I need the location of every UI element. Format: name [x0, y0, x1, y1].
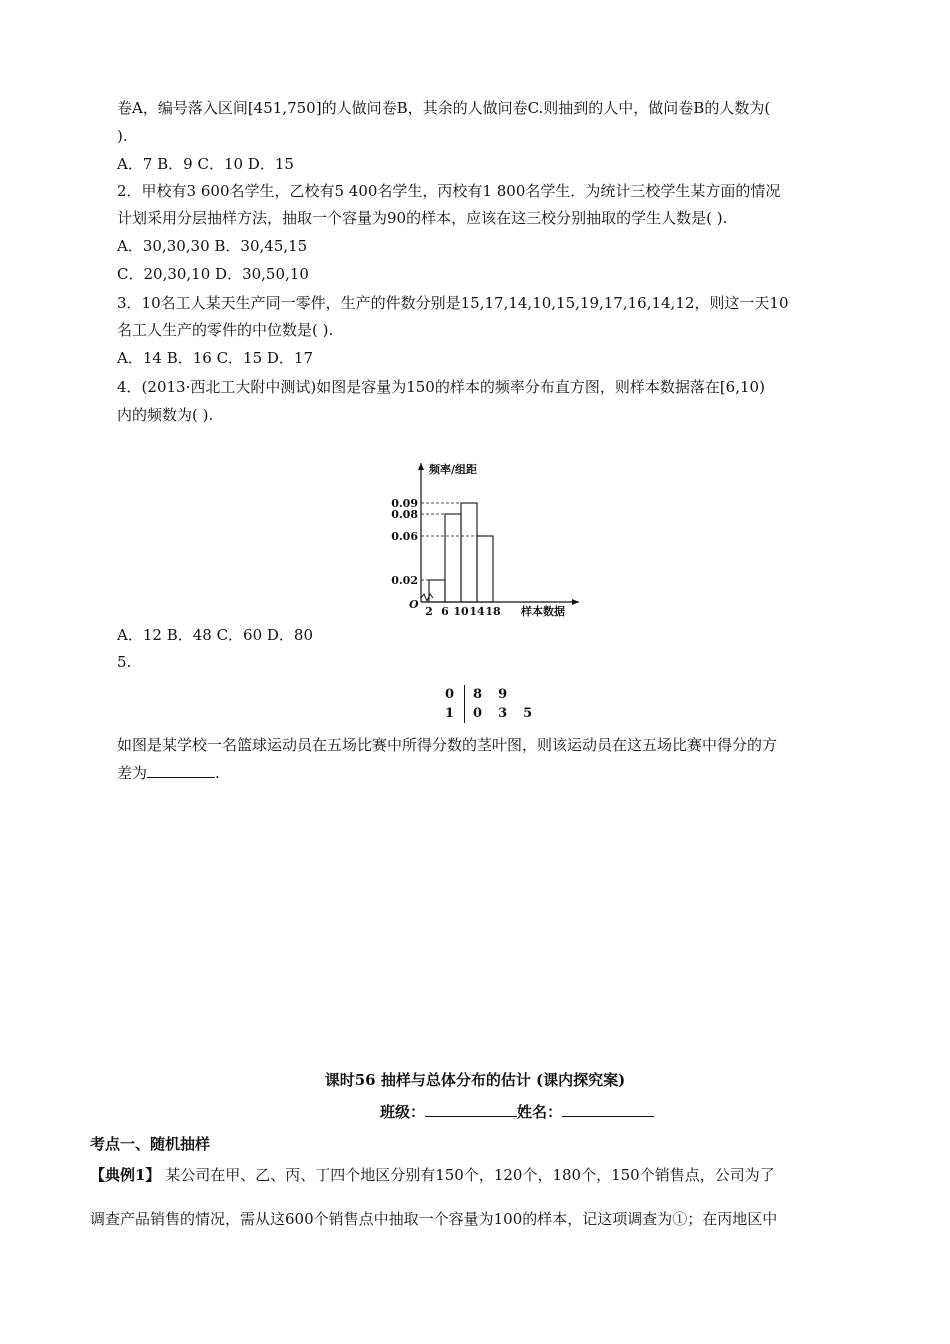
stem-value: 0	[437, 685, 465, 704]
name-label: 姓名：	[517, 1103, 563, 1121]
answer-blank	[147, 777, 215, 778]
q2-option-c: C．20,30,10 D．30,50,10	[117, 265, 309, 283]
leaf-value: 0	[473, 706, 483, 721]
q3-line1: 3．10名工人某天生产同一零件，生产的件数分别是15,17,14,10,15,19,17,16,14,12，则这一天10	[117, 294, 789, 312]
q0-options: A．7 B．9 C．10 D．15	[117, 155, 294, 173]
x-axis-arrow	[572, 599, 579, 605]
q2-option-a: A．30,30,30 B．30,45,15	[117, 237, 308, 255]
x-axis-label: 样本数据	[521, 605, 565, 618]
leaf-value: 8	[473, 687, 483, 702]
axis-break-icon	[421, 594, 433, 601]
q5-line2	[117, 763, 220, 783]
q3-options: A．14 B．16 C．15 D．17	[117, 349, 314, 367]
example-line2: 调查产品销售的情况，需从这600个销售点中抽取一个容量为100的样本，记这项调查为①；在丙地区中	[90, 1210, 778, 1228]
q4-line2: 内的频数为( ).	[117, 406, 214, 424]
stem-row	[437, 685, 540, 704]
y-axis-label: 频率/组距	[429, 463, 478, 476]
q3-line2: 名工人生产的零件的中位数是( ).	[117, 321, 334, 339]
example-text: 某公司在甲、乙、丙、丁四个地区分别有150个，120个，180个，150个销售点，公司为了	[160, 1166, 775, 1184]
y-tick-label: 0.06	[391, 530, 418, 543]
x-tick-label: 14	[469, 605, 485, 618]
section-title: 课时56 抽样与总体分布的估计 (课内探究案)	[324, 1071, 626, 1089]
histogram-bar	[445, 514, 461, 602]
q0-line1: 卷A，编号落入区间[451,750]的人做问卷B，其余的人做问卷C.则抽到的人中，做问卷B的人数为(	[117, 99, 771, 117]
q2-line2: 计划采用分层抽样方法，抽取一个容量为90的样本，应该在这三校分别抽取的学生人数是( ).	[117, 209, 728, 227]
example-tag: 【典例1】	[90, 1166, 161, 1184]
stem-leaf-plot	[437, 685, 540, 723]
x-tick-label: 6	[441, 605, 449, 618]
example-line1	[90, 1165, 775, 1185]
q5-line2-suffix: .	[215, 764, 220, 782]
x-tick-label: 10	[453, 605, 469, 618]
origin-label: O	[409, 598, 419, 611]
q2-line1: 2．甲校有3 600名学生，乙校有5 400名学生，丙校有1 800名学生．为统计三校学生某方面的情况	[117, 182, 781, 200]
leaf-value: 5	[523, 706, 533, 721]
x-tick-label: 18	[485, 605, 501, 618]
stem-row	[437, 704, 540, 723]
section-heading: 考点一、随机抽样	[90, 1135, 211, 1153]
q0-line2: ).	[117, 127, 128, 145]
class-blank	[425, 1116, 517, 1117]
stem-value: 1	[437, 704, 465, 723]
histogram-bar	[429, 580, 445, 602]
x-tick-label: 2	[425, 605, 433, 618]
q4-line1: 4．(2013·西北工大附中测试)如图是容量为150的样本的频率分布直方图，则样本数据落在[6,10)	[117, 378, 765, 396]
y-tick-label: 0.02	[391, 574, 418, 587]
q5-line2-prefix: 差为	[117, 764, 148, 782]
leaf-value: 3	[498, 706, 508, 721]
histogram-bar	[477, 536, 493, 602]
histogram-bar	[461, 503, 477, 602]
y-tick-label: 0.09	[391, 497, 418, 510]
leaf-value: 9	[498, 687, 508, 702]
q5-line1: 如图是某学校一名篮球运动员在五场比赛中所得分数的茎叶图，则该运动员在这五场比赛中得分的方	[117, 736, 778, 754]
y-tick-label: 0.08	[391, 508, 418, 521]
class-label: 班级：	[380, 1103, 426, 1121]
q5-number: 5.	[117, 653, 132, 671]
name-blank	[562, 1116, 654, 1117]
frequency-histogram	[383, 455, 603, 620]
q4-options: A．12 B．48 C．60 D．80	[117, 626, 314, 644]
y-axis-arrow	[418, 463, 424, 470]
class-name-row	[380, 1102, 654, 1122]
